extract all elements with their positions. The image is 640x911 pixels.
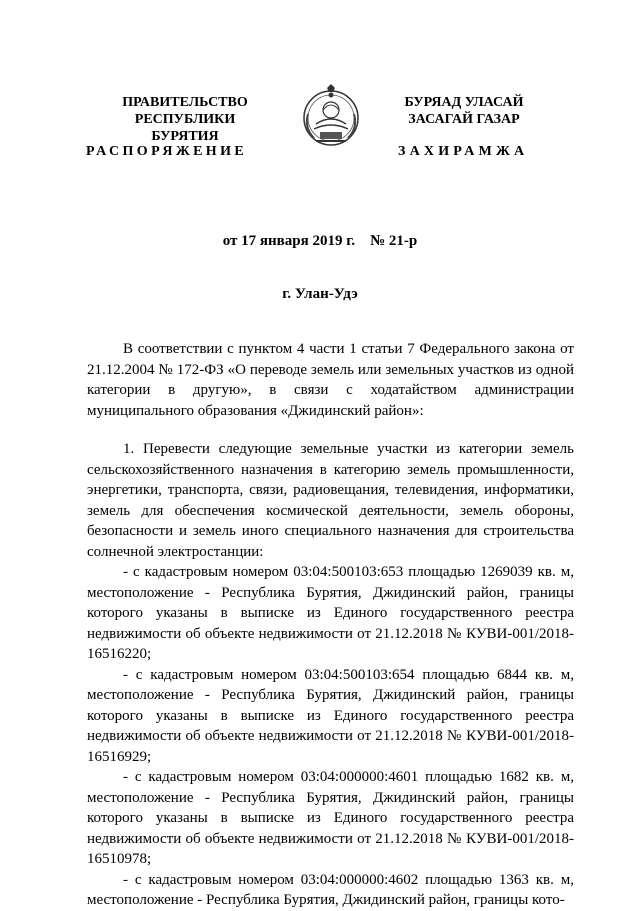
plot-item: - с кадастровым номером 03:04:500103:654 площадью 6844 кв. м, местоположение - Республика Бурятия, Джидинский район, границы которого указаны в выписке из Единого государственного реестра недвижимости об объекте недвижимости от 21.12.2018 № КУВИ-001/2018-16516929; (87, 666, 574, 765)
document-type-bua: ЗАХИРАМЖА (398, 144, 529, 159)
item-1-intro: 1. Перевести следующие земельные участки из категории земель сельскохозяйственного назначения в категорию земель промышленности, энергетики, транспорта, связи, радиовещания, телевидения, информатики, земель для обеспечения космической деятельности, земель обороны, безопасности и земель иного специального назначения для строительства солнечной электростанции: (87, 441, 574, 560)
government-title-line1: ПРАВИТЕЛЬСТВО (122, 95, 248, 110)
government-title-ru (100, 94, 270, 145)
government-title-line1-bua: БУРЯАД УЛАСАЙ (404, 95, 524, 110)
document-number: № 21-р (370, 233, 418, 249)
document-type-ru: РАСПОРЯЖЕНИЕ (86, 144, 248, 159)
document-city: г. Улан-Удэ (282, 286, 358, 302)
government-title-line2-bua: ЗАСАГАЙ ГАЗАР (408, 112, 520, 127)
preamble-paragraph: В соответствии с пунктом 4 части 1 статьи 7 Федерального закона от 21.12.2004 № 172-ФЗ «О переводе земель или земельных участков из одной категории в другую», в связи с ходатайством администрации муниципального образования «Джидинский район»: (87, 341, 574, 419)
document-date-line (0, 233, 640, 250)
preamble-block (87, 339, 574, 421)
plot-item: - с кадастровым номером 03:04:500103:653 площадью 1269039 кв. м, местоположение - Республика Бурятия, Джидинский район, границы которого указаны в выписке из Единого государственного реестра недвижимости об объекте недвижимости от 21.12.2018 № КУВИ-001/2018-16516220; (87, 564, 574, 662)
document-date: от 17 января 2019 г. (222, 233, 356, 249)
government-title-bua (384, 94, 544, 128)
plot-item: - с кадастровым номером 03:04:000000:4602 площадью 1363 кв. м, местоположение - Республика Бурятия, Джидинский район, границы кото- (87, 871, 574, 908)
coat-of-arms-icon (300, 84, 362, 148)
item-1-block (87, 439, 574, 911)
plot-item: - с кадастровым номером 03:04:000000:4601 площадью 1682 кв. м, местоположение - Республика Бурятия, Джидинский район, границы которого указаны в выписке из Единого государственного реестра недвижимости об объекте недвижимости от 21.12.2018 № КУВИ-001/2018-16510978; (87, 769, 574, 867)
government-title-line2: РЕСПУБЛИКИ БУРЯТИЯ (134, 112, 236, 144)
